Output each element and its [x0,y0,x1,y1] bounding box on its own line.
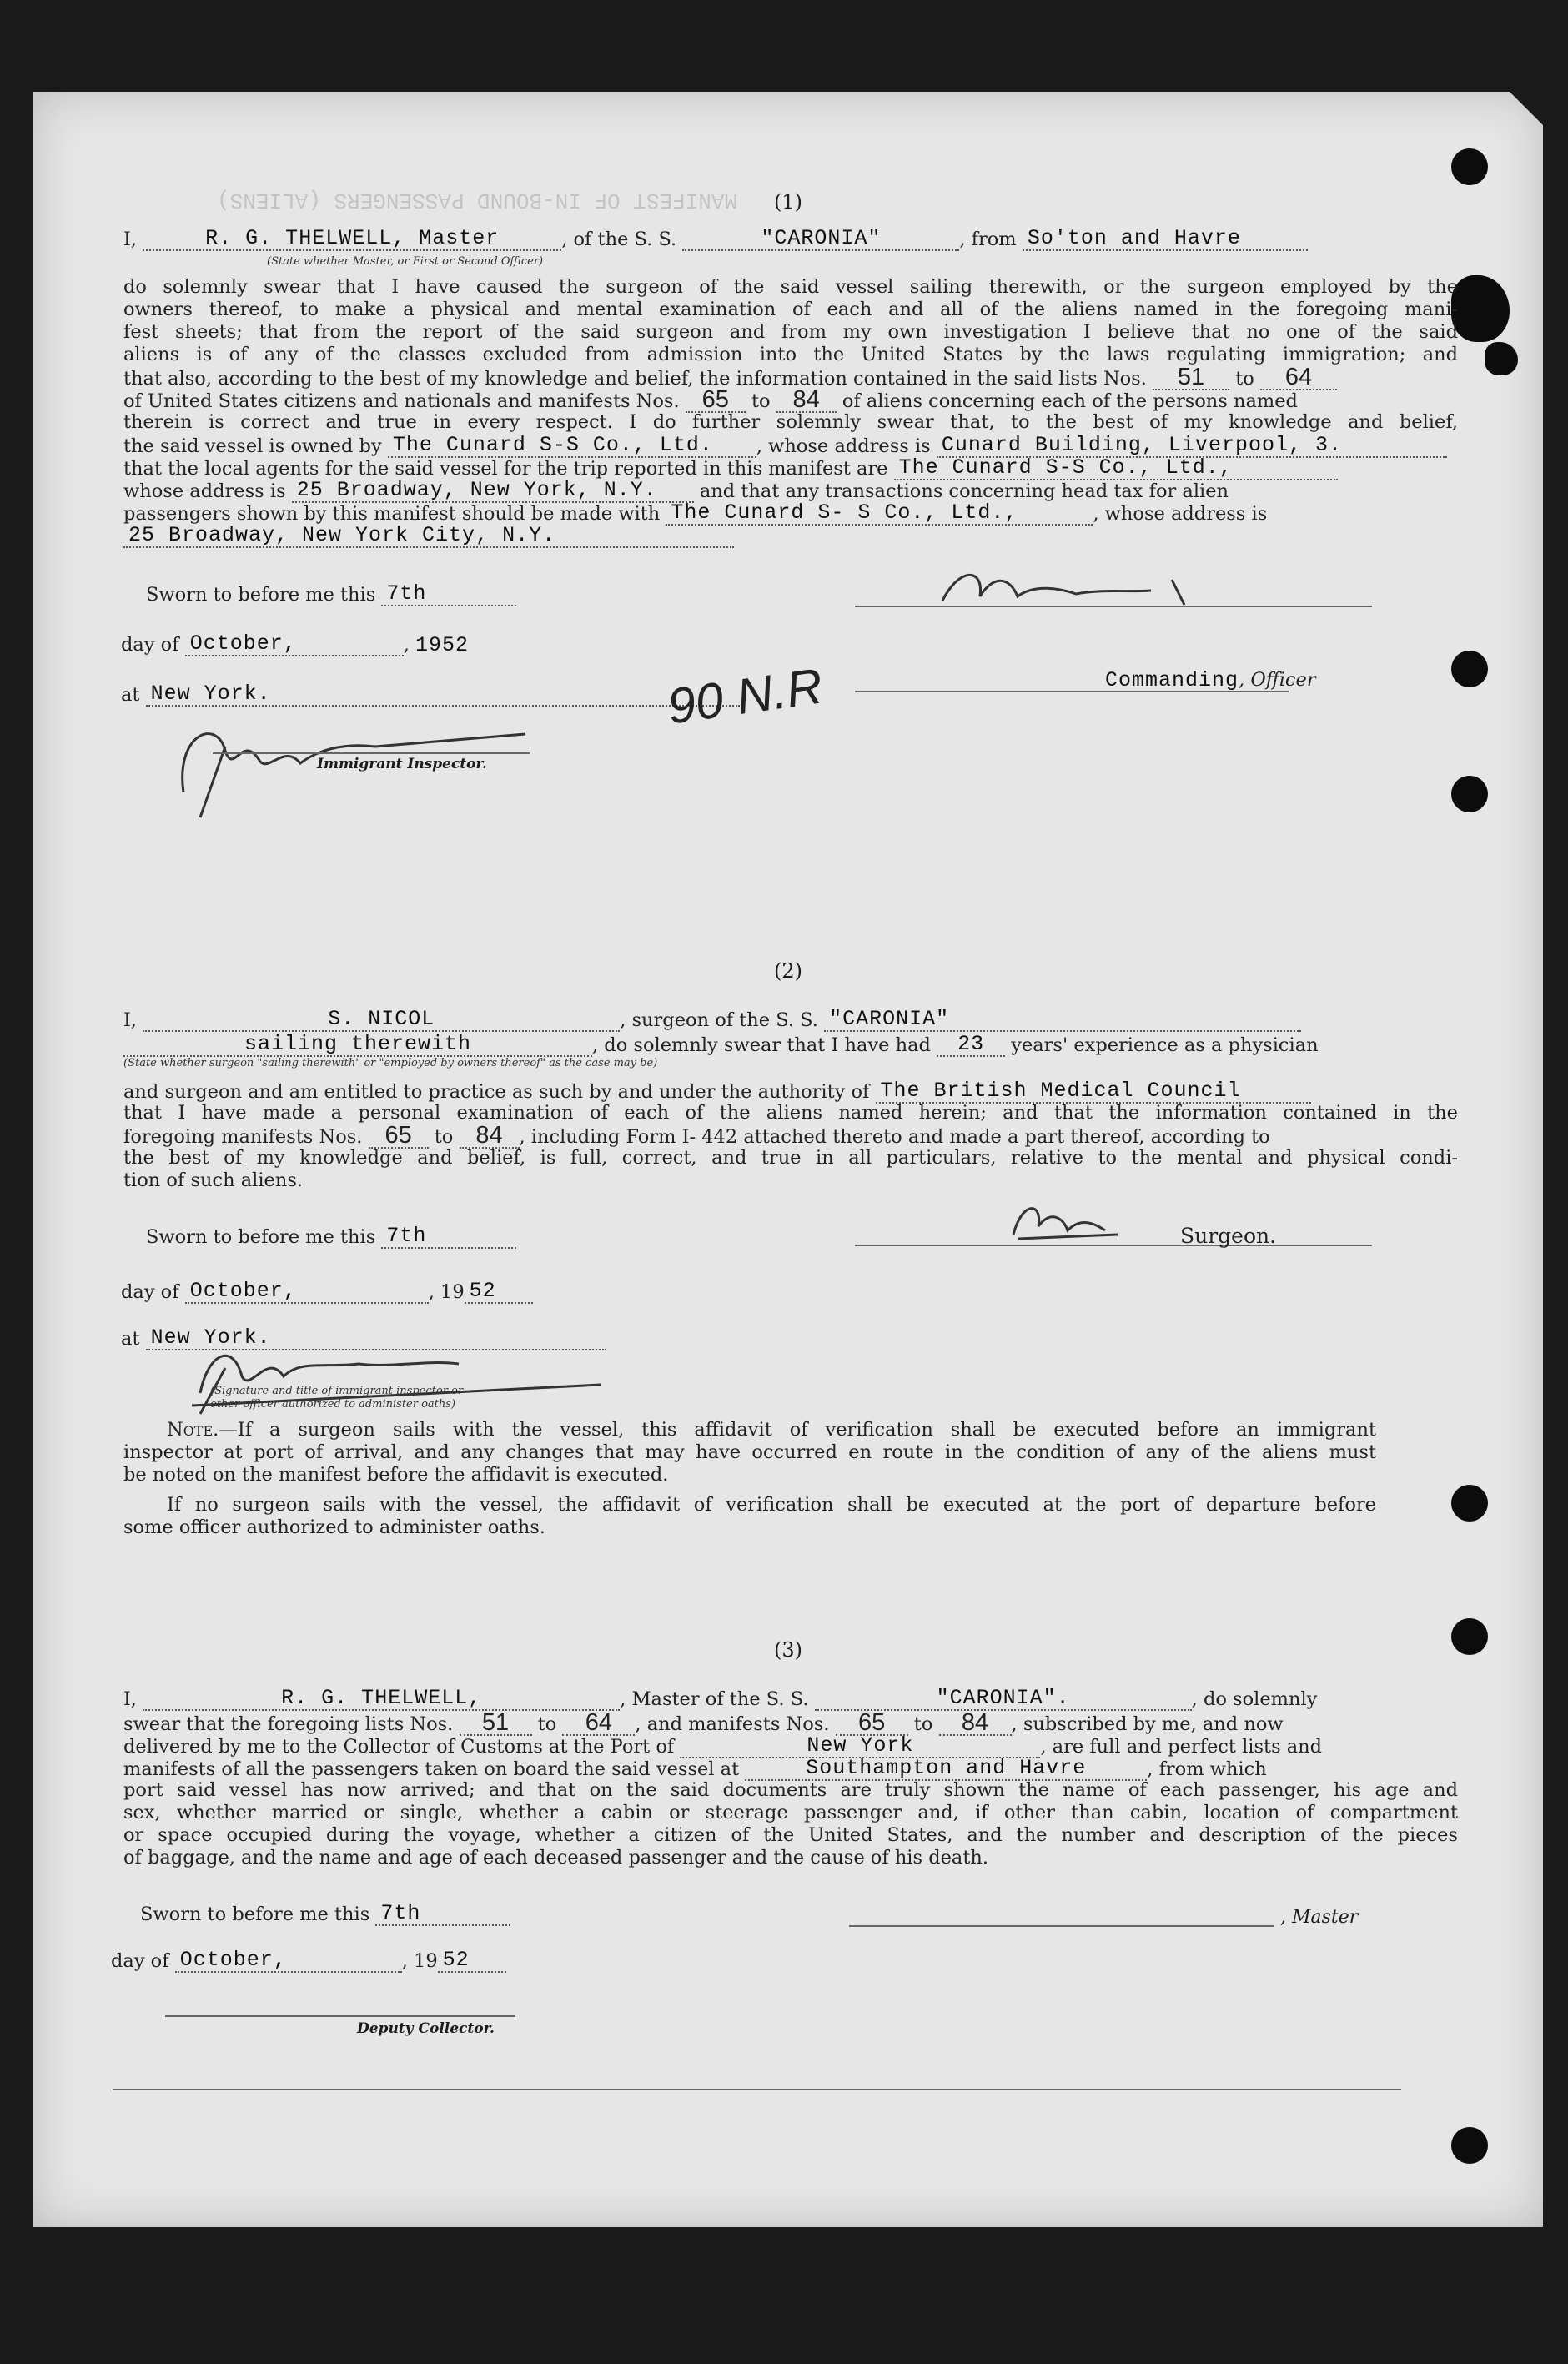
inspector-line [213,752,530,754]
manifest-sheet [33,92,1543,2227]
sec2-note-1: Note.—If a surgeon sails with the vessel, this affidavit of verification shall be executed before an immigrant [167,1419,1376,1441]
sec3-sworn-day: 7th [375,1902,510,1926]
from-port-field: So'ton and Havre [1023,227,1308,251]
sec2-note-5: some officer authorized to administer oaths. [123,1516,545,1538]
sec2-at-place: New York. [146,1326,606,1350]
sec2-signature-hint-1: (Signature and title of immigrant inspector or [210,1385,464,1397]
sec2-sworn-day: 7th [381,1225,516,1249]
sec1-line-3: owners thereof, to make a physical and mental examination of each and all of the aliens named in the foregoing mani- [123,299,1458,320]
vessel-field: "CARONIA" [682,227,959,251]
years-field: 23 [937,1033,1005,1057]
sailing-field: sailing therewith [123,1033,592,1057]
sec3-sworn-line: Sworn to before me this 7th [140,1902,641,1926]
sec3-line-3: delivered by me to the Collector of Customs at the Port of New York , are full and perfect lists and [123,1733,1323,1758]
show-through-text: MANIFEST OF IN-BOUND PASSENGERS (ALIENS) [217,188,738,213]
punch-hole [1451,148,1488,185]
sec2-month: October, [185,1280,429,1304]
sec1-line-8: therein is correct and true in every respect. I do further solemnly swear that, to the best of my knowledge and belief, [123,411,1458,433]
sec2-line-5: foregoing manifests Nos. 65 to 84 , including Form I- 442 attached thereto and made a part thereof, according to [123,1122,1270,1149]
sec3-dayof-line: day of October, , 19 52 [111,1949,611,1973]
sec3-line-4: manifests of all the passengers taken on board the said vessel at Southampton and Havre , from which [123,1756,1267,1780]
sec2-year: 52 [465,1280,533,1304]
sec3-month: October, [175,1949,402,1973]
list-from-field: 51 [1153,366,1229,390]
sec1-line-4: fest sheets; that from the report of the said surgeon and from my own investigation I believe that no one of the said [123,321,1458,343]
sec1-line-13 [123,524,1458,548]
deputy-collector-line [165,2015,515,2017]
punch-hole [1451,2127,1488,2164]
sec3-line-2: swear that the foregoing lists Nos. 51 to 64 , and manifests Nos. 65 to 84 , subscribed by me, and now [123,1709,1284,1736]
ink-blot [1485,342,1518,375]
agents-address-field: 25 Broadway, New York, N.Y. [292,479,694,503]
section-3-number: (3) [774,1638,802,1662]
manifest-to-field: 84 [776,389,837,413]
sec1-line-6: that also, according to the best of my knowledge and belief, the information contained in the said lists Nos. 51 to 64 [123,366,1458,390]
deputy-collector-label: Deputy Collector. [357,2020,495,2037]
sec2-manifest-from: 65 [369,1124,429,1149]
sec3-master-line [849,1925,1274,1927]
surgeon-signature [1001,1193,1134,1251]
head-tax-address-field: 25 Broadway, New York City, N.Y. [123,524,734,548]
section-2-number: (2) [774,959,802,983]
sec3-list-from: 51 [460,1712,532,1736]
sec1-at-place: New York. [146,682,740,707]
sec3-line-8: of baggage, and the name and age of each deceased passenger and the cause of his death. [123,1847,989,1869]
sec3-manifest-from: 65 [836,1712,908,1736]
ink-blot [1451,275,1510,342]
sec1-at-line: at New York. [121,682,872,707]
sec2-line-6: the best of my knowledge and belief, is full, correct, and true in all particulars, relative to the mental and physical condi- [123,1147,1458,1169]
sec2-line-7: tion of such aliens. [123,1169,304,1191]
sec1-line-12: passengers shown by this manifest should be made with The Cunard S- S Co., Ltd., , whose address is [123,500,1268,525]
owner-address-field: Cunard Building, Liverpool, 3. [937,434,1447,458]
sec2-line-2: sailing therewith , do solemnly swear that I have had 23 years' experience as a physician [123,1033,1458,1057]
punch-hole [1451,651,1488,687]
sec3-line-5: port said vessel has now arrived; and that on the said documents are truly shown the name of each passenger, his age and [123,1779,1458,1801]
sec2-note-4: If no surgeon sails with the vessel, the affidavit of verification shall be executed at the port of departure before [167,1494,1376,1516]
head-tax-agent-field: The Cunard S- S Co., Ltd., [666,501,1093,526]
sec1-year: 1952 [415,633,470,657]
owner-field: The Cunard S-S Co., Ltd. [388,434,756,458]
sec2-at-line: at New York. [121,1326,705,1350]
surgeon-name-field: S. NICOL [143,1008,620,1032]
sec3-line-6: sex, whether married or single, whether a cabin or steerage passenger and, if other than cabin, location of compartment [123,1802,1458,1823]
punch-hole [1451,1485,1488,1522]
sec2-dayof-line: day of October, , 19 52 [121,1280,621,1304]
sec2-manifest-to: 84 [460,1124,520,1149]
sec3-manifest-to: 84 [939,1712,1012,1736]
section-1-number: (1) [774,190,802,214]
sec3-year: 52 [438,1949,506,1973]
sec3-port: New York [680,1734,1040,1758]
sec2-line-3: and surgeon and am entitled to practice as such by and under the authority of The British Medical Council [123,1079,1458,1104]
sec1-line-1: I, R. G. THELWELL, Master , of the S. S. "CARONIA" , from So'ton and Havre [123,227,1458,251]
sec1-dayof-line: day of October, , 1952 [121,631,470,657]
bottom-rule [113,2089,1401,2090]
sec2-note-2: inspector at port of arrival, and any changes that may have occurred en route in the condition of any of the aliens must [123,1441,1376,1463]
sec3-master-label: , Master [1280,1907,1359,1928]
master-name-field: R. G. THELWELL, Master [143,227,561,251]
master-hint: (State whether Master, or First or Second Officer) [267,255,544,268]
sec2-sworn-line: Sworn to before me this 7th [146,1225,646,1249]
sec1-line-9: the said vessel is owned by The Cunard S-S Co., Ltd. , whose address is Cunard Building, Liverpool, 3. [123,434,1458,458]
sec1-month: October, [185,632,404,656]
sec2-note-3: be noted on the manifest before the affidavit is executed. [123,1464,669,1486]
sec1-line-2: do solemnly swear that I have caused the surgeon of the said vessel sailing therewith, or the surgeon employed by the [123,276,1458,298]
sec3-master-name: R. G. THELWELL, [143,1687,620,1711]
master-signature [934,559,1209,617]
surgeon-hint: (State whether surgeon "sailing therewith" or "employed by owners thereof" as the case may be) [123,1057,658,1069]
sec2-line-1: I, S. NICOL , surgeon of the S. S. "CARONIA" [123,1008,1458,1032]
list-to-field: 64 [1260,366,1337,390]
sec1-sworn-day: 7th [381,582,516,606]
commanding-label: Commanding, Officer [1105,668,1316,692]
sec1-sworn-line: Sworn to before me this 7th [146,582,646,606]
sec1-line-7: of United States citizens and nationals and manifests Nos. 65 to 84 of aliens concerning each of the persons named [123,386,1298,413]
sec2-signature-hint-2: other officer authorized to administer oaths) [210,1398,456,1411]
inspector-label: Immigrant Inspector. [317,756,487,772]
authority-field: The British Medical Council [876,1079,1311,1104]
sec1-line-10: that the local agents for the said vessel for the trip reported in this manifest are The Cunard S-S Co., Ltd., [123,456,1458,480]
sec2-vessel-field: "CARONIA" [824,1008,1301,1032]
sec3-list-to: 64 [562,1712,635,1736]
sec3-line-7: or space occupied during the voyage, whether a citizen of the United States, and the number and description of the pieces [123,1824,1458,1846]
agents-field: The Cunard S-S Co., Ltd., [894,456,1338,480]
punch-hole [1451,776,1488,812]
surgeon-label: Surgeon. [1180,1224,1277,1248]
sec3-vessel: "CARONIA". [815,1687,1192,1711]
sec3-embark-ports: Southampton and Havre [745,1757,1147,1781]
sec3-line-1: I, R. G. THELWELL, , Master of the S. S. "CARONIA". , do solemnly [123,1686,1318,1710]
margin-note: 90 N.R [664,657,827,735]
manifest-from-field: 65 [686,389,746,413]
sec1-line-5: aliens is of any of the classes excluded from admission into the United States by the laws regulating immigration; and [123,344,1458,365]
sec1-line-11: whose address is 25 Broadway, New York, N.Y. and that any transactions concerning head tax for alien [123,478,1229,502]
sec2-line-4: that I have made a personal examination of each of the aliens named herein; and that the information contained in the [123,1102,1458,1124]
